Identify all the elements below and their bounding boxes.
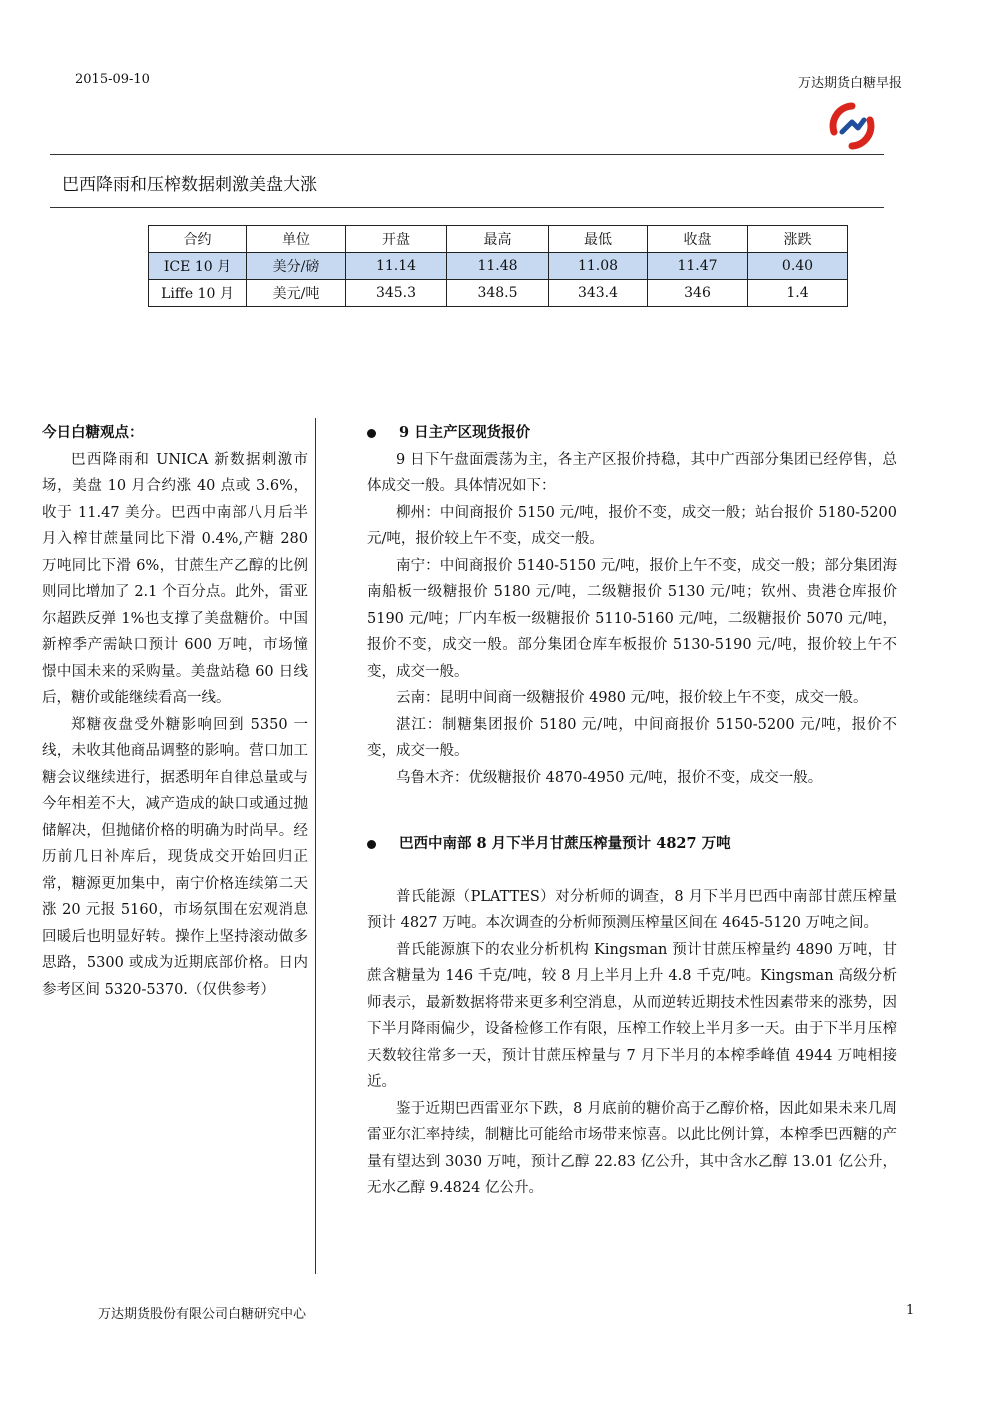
table-cell: ICE 10 月 (149, 253, 247, 280)
table-cell: 美元/吨 (247, 280, 346, 307)
bullet-icon (367, 429, 376, 438)
table-header: 单位 (247, 226, 346, 253)
table-cell: 348.5 (447, 280, 549, 307)
spot-price-paragraph: 9 日下午盘面震荡为主，各主产区报价持稳，其中广西部分集团已经停售，总体成交一般。具体情况如下： (367, 451, 897, 494)
quotes-table (148, 225, 848, 307)
table-cell: 343.4 (549, 280, 648, 307)
news-column (367, 420, 897, 1202)
table-header: 开盘 (346, 226, 447, 253)
page-title: 巴西降雨和压榨数据刺激美盘大涨 (62, 175, 317, 195)
section-heading-brazil-crush (367, 831, 897, 858)
table-cell: 345.3 (346, 280, 447, 307)
brazil-crush-paragraph: 普氏能源（PLATTES）对分析师的调查，8 月下半月巴西中南部甘蔗压榨量预计 4827 万吨。本次调查的分析师预测压榨量区间在 4645-5120 万吨之间。 (367, 888, 897, 931)
spot-price-paragraph: 湛江：制糖集团报价 5180 元/吨，中间商报价 5150-5200 元/吨，报价不变，成交一般。 (367, 716, 897, 759)
table-cell: 美分/磅 (247, 253, 346, 280)
footer-organization: 万达期货股份有限公司白糖研究中心 (98, 1307, 307, 1322)
brazil-crush-paragraph: 鉴于近期巴西雷亚尔下跌，8 月底前的糖价高于乙醇价格，因此如果未来几周雷亚尔汇率持续，制糖比可能给市场带来惊喜。以此比例计算，本榨季巴西糖的产量有望达到 3030 万吨，预计乙醇 22.83 亿公升，其中含水乙醇 13.01 亿公升，无水乙醇 9.4824 亿公升。 (367, 1100, 897, 1196)
table-cell: 11.08 (549, 253, 648, 280)
spot-price-paragraph: 乌鲁木齐：优级糖报价 4870-4950 元/吨，报价不变，成交一般。 (396, 769, 823, 786)
table-row (149, 280, 848, 307)
sugar-view-column (42, 420, 308, 1003)
report-date: 2015-09-10 (75, 72, 150, 87)
spot-price-paragraph: 柳州：中间商报价 5150 元/吨，报价不变，成交一般；站台报价 5180-5200 元/吨，报价较上午不变，成交一般。 (367, 504, 897, 547)
table-header: 最高 (447, 226, 549, 253)
table-header: 合约 (149, 226, 247, 253)
bullet-icon (367, 840, 376, 849)
table-header: 收盘 (648, 226, 748, 253)
page-number: 1 (906, 1303, 915, 1318)
section-heading-spot-price (367, 420, 897, 447)
table-cell: 11.47 (648, 253, 748, 280)
brazil-crush-paragraph: 普氏能源旗下的农业分析机构 Kingsman 预计甘蔗压榨量约 4890 万吨，甘蔗含糖量为 146 千克/吨，较 8 月上半月上升 4.8 千克/吨。Kingsman 高级分析师表示，最新数据将带来更多利空消息，从而逆转近期技术性因素带来的涨势，因下半月降雨偏少，设备检修工作有限，压榨工作较上半月多一天。由于下半月压榨天数较往常多一天，预计甘蔗压榨量与 7 月下半月的本榨季峰值 4944 万吨相接近。 (367, 941, 897, 1090)
table-header: 最低 (549, 226, 648, 253)
sugar-view-paragraph: 郑糖夜盘受外糖影响回到 5350 一线，未收其他商品调整的影响。营口加工糖会议继续进行，据悉明年自律总量或与今年相差不大，减产造成的缺口或通过抛储解决，但抛储价格的明确为时尚早。经历前几日补库后，现货成交开始回归正常，糖源更加集中，南宁价格连续第二天涨 20 元报 5160，市场氛围在宏观消息回暖后也明显好转。操作上坚持滚动做多思路，5300 或成为近期底部价格。日内参考区间 5320-5370.（仅供参考） (42, 716, 308, 998)
section-heading-text: 巴西中南部 8 月下半月甘蔗压榨量预计 4827 万吨 (399, 835, 731, 852)
table-cell: 11.14 (346, 253, 447, 280)
table-header: 涨跌 (748, 226, 848, 253)
table-cell: Liffe 10 月 (149, 280, 247, 307)
spot-price-paragraph: 云南：昆明中间商一级糖报价 4980 元/吨，报价较上午不变，成交一般。 (396, 690, 868, 706)
title-rule (50, 207, 884, 208)
company-logo (828, 102, 876, 150)
column-divider (315, 418, 316, 1274)
table-cell: 0.40 (748, 253, 848, 280)
section-heading-text: 9 日主产区现货报价 (399, 424, 531, 441)
spot-price-paragraph: 南宁：中间商报价 5140-5150 元/吨，报价上午不变，成交一般；部分集团海南船板一级糖报价 5180 元/吨，二级糖报价 5130 元/吨；钦州、贵港仓库报价 5190 元/吨；厂内车板一级糖报价 5110-5160 元/吨，二级糖报价 5070 元/吨，报价不变，成交一般。部分集团仓库车板报价 5130-5190 元/吨，报价较上午不变，成交一般。 (367, 557, 897, 680)
header-rule (50, 154, 884, 155)
table-cell: 11.48 (447, 253, 549, 280)
table-cell: 346 (648, 280, 748, 307)
report-brand: 万达期货白糖早报 (797, 76, 902, 91)
table-row (149, 253, 848, 280)
table-header-row (149, 226, 848, 253)
sugar-view-paragraph: 巴西降雨和 UNICA 新数据刺激市场，美盘 10 月合约涨 40 点或 3.6%，收于 11.47 美分。巴西中南部八月后半月入榨甘蔗量同比下滑 0.4%,产糖 280 万吨同比下滑 6%，甘蔗生产乙醇的比例则同比增加了 2.1 个百分点。此外，雷亚尔超跌反弹 1%也支撑了美盘糖价。中国新榨季产需缺口预计 600 万吨，市场憧憬中国未来的采购量。美盘站稳 60 日线后，糖价或能继续看高一线。 (42, 451, 308, 706)
sugar-view-heading: 今日白糖观点： (42, 424, 144, 441)
table-cell: 1.4 (748, 280, 848, 307)
